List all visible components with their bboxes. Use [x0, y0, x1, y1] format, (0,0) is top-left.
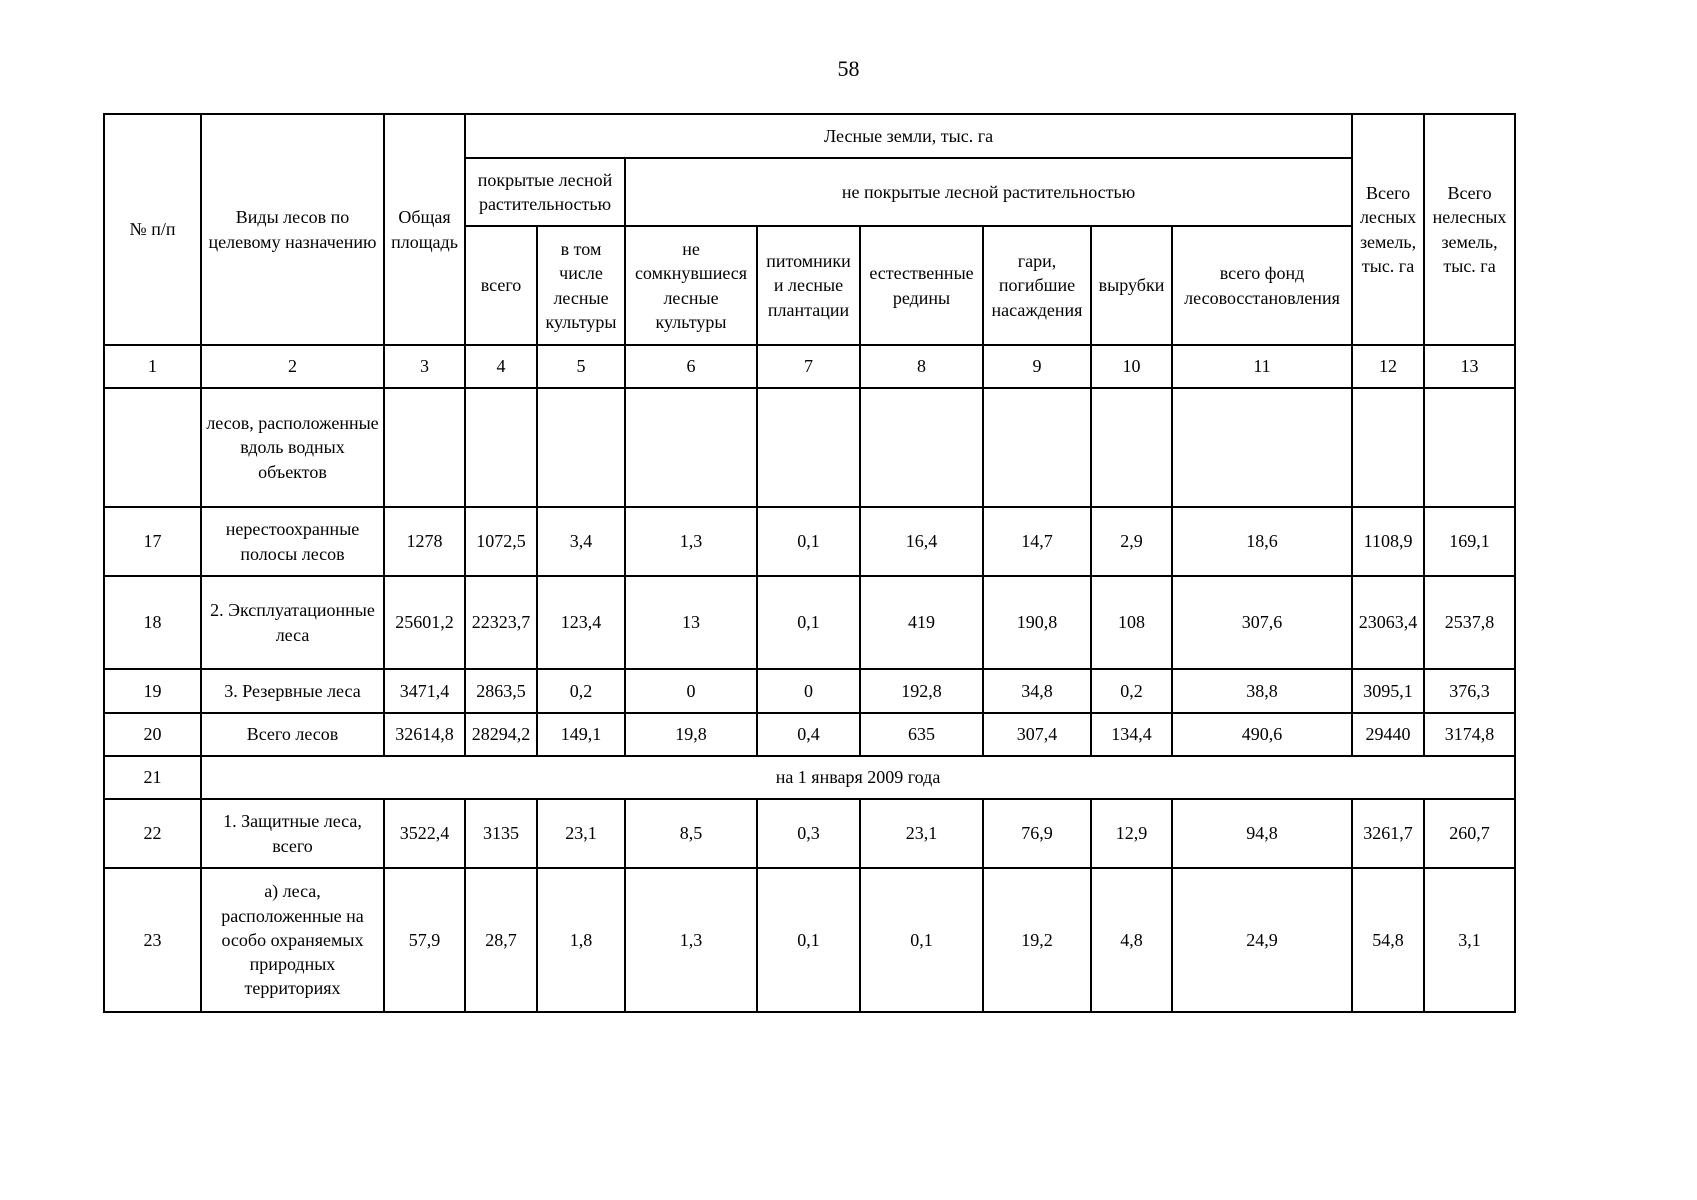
cell-value — [537, 388, 625, 507]
col-number: 4 — [465, 345, 537, 388]
cell-value: 29440 — [1352, 713, 1424, 756]
cell-value: 57,9 — [384, 868, 465, 1012]
cell-value — [1091, 388, 1172, 507]
header-burnt: гари, погибшие насаждения — [983, 226, 1091, 345]
col-number: 9 — [983, 345, 1091, 388]
cell-value: 0,1 — [757, 868, 860, 1012]
table-row — [104, 576, 1515, 669]
cell-value: 76,9 — [983, 799, 1091, 868]
cell-value — [625, 388, 757, 507]
col-number: 10 — [1091, 345, 1172, 388]
section-num: 21 — [104, 756, 201, 799]
cell-kind: 3. Резервные леса — [201, 669, 384, 713]
cell-value: 149,1 — [537, 713, 625, 756]
cell-value: 28,7 — [465, 868, 537, 1012]
cell-value: 3522,4 — [384, 799, 465, 868]
cell-value: 18,6 — [1172, 507, 1352, 576]
cell-value: 2,9 — [1091, 507, 1172, 576]
cell-num: 18 — [104, 576, 201, 669]
header-sparse: естественные редины — [860, 226, 983, 345]
header-incl-cultures: в том числе лесные культуры — [537, 226, 625, 345]
col-number: 5 — [537, 345, 625, 388]
cell-value: 8,5 — [625, 799, 757, 868]
cell-value: 3095,1 — [1352, 669, 1424, 713]
section-row — [104, 756, 1515, 799]
cell-value: 192,8 — [860, 669, 983, 713]
header-total-area: Общая площадь — [384, 114, 465, 345]
cell-value: 134,4 — [1091, 713, 1172, 756]
header-clearings: вырубки — [1091, 226, 1172, 345]
col-number: 8 — [860, 345, 983, 388]
cell-value: 19,2 — [983, 868, 1091, 1012]
cell-kind: Всего лесов — [201, 713, 384, 756]
cell-value — [1352, 388, 1424, 507]
cell-value: 23063,4 — [1352, 576, 1424, 669]
header-covered: покрытые лесной растительностью — [465, 158, 625, 226]
cell-value: 23,1 — [860, 799, 983, 868]
cell-num: 17 — [104, 507, 201, 576]
cell-value: 0,4 — [757, 713, 860, 756]
section-label: на 1 января 2009 года — [201, 756, 1515, 799]
cell-value: 38,8 — [1172, 669, 1352, 713]
table-row — [104, 713, 1515, 756]
col-number: 6 — [625, 345, 757, 388]
cell-value: 3174,8 — [1424, 713, 1515, 756]
cell-num — [104, 388, 201, 507]
table-row — [104, 799, 1515, 868]
cell-value — [983, 388, 1091, 507]
table-row — [104, 388, 1515, 507]
cell-kind: лесов, расположенные вдоль водных объектов — [201, 388, 384, 507]
cell-value: 169,1 — [1424, 507, 1515, 576]
col-number: 3 — [384, 345, 465, 388]
header-unclosed: не сомкнувшиеся лесные культуры — [625, 226, 757, 345]
col-number: 7 — [757, 345, 860, 388]
cell-value: 0,2 — [537, 669, 625, 713]
cell-value: 3471,4 — [384, 669, 465, 713]
header-row-1 — [104, 114, 1515, 158]
cell-value: 19,8 — [625, 713, 757, 756]
cell-num: 20 — [104, 713, 201, 756]
cell-value: 419 — [860, 576, 983, 669]
cell-value: 16,4 — [860, 507, 983, 576]
cell-value: 13 — [625, 576, 757, 669]
header-forest-lands: Лесные земли, тыс. га — [465, 114, 1352, 158]
cell-value — [757, 388, 860, 507]
cell-value: 54,8 — [1352, 868, 1424, 1012]
header-kind: Виды лесов по целевому назначению — [201, 114, 384, 345]
header-not-covered: не покрытые лесной растительностью — [625, 158, 1352, 226]
header-num: № п/п — [104, 114, 201, 345]
cell-value — [860, 388, 983, 507]
cell-value: 3135 — [465, 799, 537, 868]
cell-value: 1072,5 — [465, 507, 537, 576]
cell-value — [1424, 388, 1515, 507]
cell-value: 0 — [625, 669, 757, 713]
cell-value: 190,8 — [983, 576, 1091, 669]
cell-value: 635 — [860, 713, 983, 756]
header-reforestation: всего фонд лесовосстановления — [1172, 226, 1352, 345]
cell-value: 3,4 — [537, 507, 625, 576]
cell-value: 0,1 — [860, 868, 983, 1012]
cell-num: 19 — [104, 669, 201, 713]
cell-value: 1,3 — [625, 507, 757, 576]
cell-value: 1,3 — [625, 868, 757, 1012]
cell-value: 25601,2 — [384, 576, 465, 669]
cell-kind: 2. Эксплуатационные леса — [201, 576, 384, 669]
cell-value: 0,3 — [757, 799, 860, 868]
cell-kind: а) леса, расположенные на особо охраняемых природных территориях — [201, 868, 384, 1012]
cell-num: 22 — [104, 799, 201, 868]
cell-value: 123,4 — [537, 576, 625, 669]
cell-value: 24,9 — [1172, 868, 1352, 1012]
cell-value: 2537,8 — [1424, 576, 1515, 669]
forest-lands-table — [103, 113, 1516, 1013]
cell-value: 0 — [757, 669, 860, 713]
cell-value — [465, 388, 537, 507]
header-total-forest-lands: Всего лесных земель, тыс. га — [1352, 114, 1424, 345]
cell-value: 376,3 — [1424, 669, 1515, 713]
cell-value: 12,9 — [1091, 799, 1172, 868]
table-row — [104, 669, 1515, 713]
table-row — [104, 507, 1515, 576]
column-number-row — [104, 345, 1515, 388]
cell-value: 23,1 — [537, 799, 625, 868]
cell-value: 260,7 — [1424, 799, 1515, 868]
cell-num: 23 — [104, 868, 201, 1012]
cell-value: 34,8 — [983, 669, 1091, 713]
cell-value: 0,1 — [757, 507, 860, 576]
col-number: 2 — [201, 345, 384, 388]
cell-value — [1172, 388, 1352, 507]
cell-kind: 1. Защитные леса, всего — [201, 799, 384, 868]
cell-value: 3261,7 — [1352, 799, 1424, 868]
col-number: 1 — [104, 345, 201, 388]
cell-value: 3,1 — [1424, 868, 1515, 1012]
cell-value: 32614,8 — [384, 713, 465, 756]
cell-value: 307,6 — [1172, 576, 1352, 669]
cell-value: 22323,7 — [465, 576, 537, 669]
header-all: всего — [465, 226, 537, 345]
header-nurseries: питомники и лесные плантации — [757, 226, 860, 345]
cell-value: 1108,9 — [1352, 507, 1424, 576]
cell-value: 490,6 — [1172, 713, 1352, 756]
cell-value — [384, 388, 465, 507]
cell-value: 1,8 — [537, 868, 625, 1012]
cell-value: 1278 — [384, 507, 465, 576]
cell-value: 0,1 — [757, 576, 860, 669]
col-number: 12 — [1352, 345, 1424, 388]
header-total-nonforest-lands: Всего нелесных земель, тыс. га — [1424, 114, 1515, 345]
cell-value: 4,8 — [1091, 868, 1172, 1012]
col-number: 13 — [1424, 345, 1515, 388]
cell-kind: нерестоохранные полосы лесов — [201, 507, 384, 576]
page-number: 58 — [837, 56, 860, 81]
cell-value: 0,2 — [1091, 669, 1172, 713]
cell-value: 94,8 — [1172, 799, 1352, 868]
col-number: 11 — [1172, 345, 1352, 388]
cell-value: 14,7 — [983, 507, 1091, 576]
cell-value: 108 — [1091, 576, 1172, 669]
cell-value: 307,4 — [983, 713, 1091, 756]
table-row — [104, 868, 1515, 1012]
cell-value: 28294,2 — [465, 713, 537, 756]
cell-value: 2863,5 — [465, 669, 537, 713]
